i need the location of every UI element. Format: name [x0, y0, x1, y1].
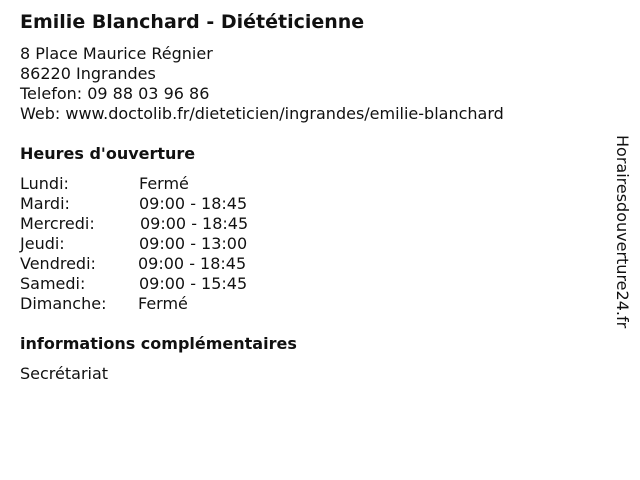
address-block: [20, 44, 504, 124]
day-label: Lundi:: [20, 174, 69, 193]
day-label: Samedi:: [20, 274, 86, 293]
time-value: 09:00 - 18:45: [139, 194, 248, 213]
additional-info-heading: informations complémentaires: [20, 334, 297, 353]
opening-hours-list: [20, 174, 320, 314]
day-label: Vendredi:: [20, 254, 96, 273]
website-link: Web: www.doctolib.fr/dieteticien/ingrandes/emilie-blanchard: [20, 104, 504, 123]
time-value: 09:00 - 13:00: [139, 234, 248, 253]
hours-row-thursday: [20, 234, 320, 254]
hours-row-saturday: [20, 274, 320, 294]
street-address: 8 Place Maurice Régnier: [20, 44, 213, 63]
day-label: Mercredi:: [20, 214, 95, 233]
time-value: 09:00 - 18:45: [140, 214, 249, 233]
day-label: Dimanche:: [20, 294, 107, 313]
time-value: 09:00 - 15:45: [139, 274, 248, 293]
hours-row-wednesday: [20, 214, 320, 234]
time-value: Fermé: [138, 294, 188, 313]
day-label: Jeudi:: [20, 234, 65, 253]
day-label: Mardi:: [20, 194, 70, 213]
hours-row-monday: [20, 174, 320, 194]
site-watermark: Horairesdouverture24.fr: [613, 135, 632, 329]
time-value: Fermé: [139, 174, 189, 193]
hours-row-friday: [20, 254, 320, 274]
city-address: 86220 Ingrandes: [20, 64, 156, 83]
hours-row-sunday: [20, 294, 320, 314]
phone-number: Telefon: 09 88 03 96 86: [20, 84, 210, 103]
time-value: 09:00 - 18:45: [138, 254, 247, 273]
additional-info-text: Secrétariat: [20, 364, 109, 383]
hours-row-tuesday: [20, 194, 320, 214]
page-title: Emilie Blanchard - Diététicienne: [20, 11, 365, 33]
opening-hours-heading: Heures d'ouverture: [20, 144, 196, 163]
